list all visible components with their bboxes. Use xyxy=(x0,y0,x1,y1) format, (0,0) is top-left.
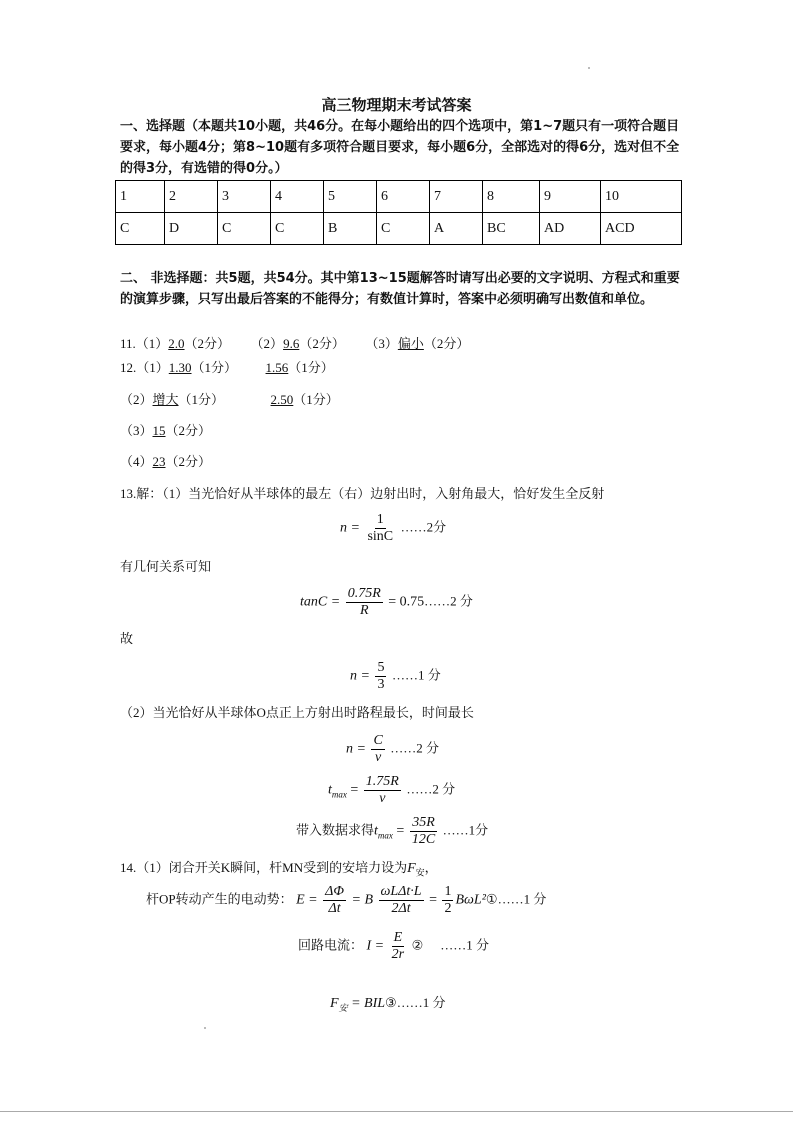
formula-score: ……1分 xyxy=(442,822,489,838)
table-cell: 1 xyxy=(116,181,165,213)
q11-line xyxy=(120,333,469,352)
denominator: v xyxy=(379,791,386,806)
numerator: 35R xyxy=(412,815,435,830)
denominator: v xyxy=(375,750,382,765)
table-cell: 7 xyxy=(430,181,483,213)
formula-score: ……2 分 xyxy=(390,740,440,756)
q11-score-3: （2分） xyxy=(423,336,470,351)
formula-prefix: 带入数据求得 xyxy=(296,822,375,838)
formula-lhs: t xyxy=(374,823,378,839)
table-cell: 3 xyxy=(218,181,271,213)
table-cell: 6 xyxy=(377,181,430,213)
table-cell: 5 xyxy=(324,181,377,213)
denominator: 2Δt xyxy=(391,901,411,916)
formula-score: ……2 分 xyxy=(406,781,456,797)
subscript: max xyxy=(377,830,393,841)
page-bottom-divider xyxy=(0,1111,793,1112)
punct: ， xyxy=(424,860,438,875)
q12-label-3: （3） xyxy=(120,423,153,438)
table-cell: C xyxy=(377,213,430,245)
formula-tail: BωL² xyxy=(455,892,486,908)
table-cell: 10 xyxy=(601,181,682,213)
force-symbol: F xyxy=(407,861,416,876)
q11-label-2: （2） xyxy=(250,336,284,351)
q13-part-2: （2）当光恰好从半球体O点正上方射出时路程最长，时间最长 xyxy=(120,705,474,720)
fraction xyxy=(323,884,346,917)
page-title: 高三物理期末考试答案 xyxy=(321,96,472,114)
subscript: 安 xyxy=(415,867,425,878)
fraction xyxy=(442,884,453,917)
table-cell: BC xyxy=(483,213,540,245)
q11-score-1: （2分） xyxy=(184,336,231,351)
subscript: 安 xyxy=(338,1002,348,1013)
q14-force-formula xyxy=(330,992,445,1014)
denominator: sinC xyxy=(367,529,394,544)
table-cell: 8 xyxy=(483,181,540,213)
q12-score-4: （2分） xyxy=(165,454,212,469)
formula-mid: = B xyxy=(351,892,373,908)
table-cell: A xyxy=(430,213,483,245)
table-cell: C xyxy=(218,213,271,245)
q12-line-3 xyxy=(120,420,211,439)
q12-label: 12.（1） xyxy=(120,360,169,375)
formula-lhs: I = xyxy=(366,938,385,954)
q13-formula-2 xyxy=(300,586,473,619)
q13-formula-5 xyxy=(328,774,455,807)
subscript: max xyxy=(331,789,347,800)
numerator: C xyxy=(373,733,383,748)
formula-rhs: = 0.75 xyxy=(388,594,425,610)
q11-answer-2: 9.6 xyxy=(283,336,300,351)
q14-emf-formula xyxy=(146,884,546,917)
q13-formula-3 xyxy=(350,660,441,693)
table-cell: 4 xyxy=(271,181,324,213)
q12-score-2a: （1分） xyxy=(178,392,225,407)
q13-intro: 13.解：（1）当光恰好从半球体的最左（右）边射出时，入射角最大，恰好发生全反射 xyxy=(120,486,605,501)
numerator: 5 xyxy=(377,660,385,675)
q12-answer-4: 23 xyxy=(152,454,166,469)
fraction xyxy=(365,512,395,545)
equation-mark: ① xyxy=(485,891,498,907)
q12-score-2b: （1分） xyxy=(293,392,339,407)
q12-label-4: （4） xyxy=(120,454,153,469)
fraction xyxy=(375,660,386,693)
equals: = xyxy=(396,823,405,839)
table-cell: C xyxy=(271,213,324,245)
q13-formula-4 xyxy=(346,733,439,766)
q11-score-2: （2分） xyxy=(299,336,345,351)
q12-answer-1b: 1.56 xyxy=(265,360,289,375)
q13-formula-1 xyxy=(340,512,446,545)
numerator: E xyxy=(393,930,403,945)
q11-answer-1: 2.0 xyxy=(168,336,185,351)
q14-intro-text: 14.（1）闭合开关K瞬间，杆MN受到的安培力设为 xyxy=(120,860,408,875)
q12-score-1a: （1分） xyxy=(191,360,238,375)
page-speck xyxy=(204,1027,206,1029)
denominator: Δt xyxy=(328,901,341,916)
formula-lhs: E = xyxy=(296,892,318,908)
formula-score: ……1 分 xyxy=(497,891,547,907)
formula-score: ……1 分 xyxy=(391,667,441,683)
equals: = xyxy=(350,782,359,798)
page-speck xyxy=(588,67,590,69)
q12-answer-2a: 增大 xyxy=(152,392,179,407)
section-2-instructions: 二、 非选择题：共5题，共54分。其中第13~15题解答时请写出必要的文字说明、方程式和重要的演算步骤，只写出最后答案的不能得分；有数值计算时，答案中必须明确写出数值和单位。 xyxy=(120,271,680,307)
answer-table-numbers-row xyxy=(116,181,682,213)
formula-lhs: n = xyxy=(346,741,366,757)
denominator: R xyxy=(359,603,369,618)
numerator: 1 xyxy=(376,512,384,527)
formula-lhs: t xyxy=(328,782,332,798)
denominator: 2r xyxy=(391,947,405,962)
formula-score: ……1 分 xyxy=(440,937,489,953)
q12-answer-1a: 1.30 xyxy=(168,360,192,375)
q12-line-2 xyxy=(120,389,339,408)
formula-lhs: n = xyxy=(350,668,370,684)
q12-answer-3: 15 xyxy=(152,423,166,438)
q13-formula-6 xyxy=(296,815,488,848)
equation-mark: ③ xyxy=(385,995,397,1010)
q11-label-3: （3） xyxy=(365,336,398,351)
table-cell: 2 xyxy=(165,181,218,213)
fraction xyxy=(364,774,401,807)
denominator: 3 xyxy=(377,677,385,692)
table-cell: 9 xyxy=(540,181,601,213)
table-cell: ACD xyxy=(601,213,682,245)
q12-score-1b: （1分） xyxy=(288,360,334,375)
q11-label: 11.（1） xyxy=(120,336,169,351)
q12-line-4 xyxy=(120,451,211,470)
formula-rhs: = BIL xyxy=(351,996,386,1011)
q12-score-3: （2分） xyxy=(165,423,212,438)
q14-intro xyxy=(120,857,438,879)
q14-current-formula xyxy=(298,930,489,963)
numerator: ωLΔt·L xyxy=(380,884,422,899)
formula-lhs: n = xyxy=(340,520,360,536)
answer-table-answers-row xyxy=(116,213,682,245)
q12-label-2: （2） xyxy=(120,392,153,407)
fraction xyxy=(390,930,406,963)
fraction xyxy=(379,884,424,917)
q12-answer-2b: 2.50 xyxy=(270,392,294,407)
table-cell: B xyxy=(324,213,377,245)
numerator: ΔΦ xyxy=(325,884,344,899)
fraction xyxy=(410,815,437,848)
q11-answer-3: 偏小 xyxy=(397,336,424,351)
q12-line-1 xyxy=(120,357,334,376)
formula-score: ……2分 xyxy=(400,519,447,535)
section-1-instructions: 一、选择题（本题共10小题，共46分。在每小题给出的四个选项中，第1~7题只有一项符合题目要求，每小题4分；第8~10题有多项符合题目要求，每小题6分，全部选对的得6分，选对但不全的得3分，有选错的得0分。） xyxy=(120,119,680,176)
fraction xyxy=(346,586,383,619)
answer-table xyxy=(115,180,682,245)
table-cell: C xyxy=(116,213,165,245)
q13-so-text: 故 xyxy=(120,631,134,646)
table-cell: AD xyxy=(540,213,601,245)
numerator: 0.75R xyxy=(347,586,381,601)
formula-prefix: 杆OP转动产生的电动势： xyxy=(146,891,293,907)
formula-lhs: F xyxy=(330,996,339,1011)
equation-mark: ② xyxy=(411,937,424,953)
fraction xyxy=(371,733,384,766)
equals: = xyxy=(429,892,437,908)
denominator: 12C xyxy=(411,832,436,847)
table-cell: D xyxy=(165,213,218,245)
denominator: 2 xyxy=(444,901,452,916)
formula-score: ……2 分 xyxy=(424,593,473,609)
q13-geometry-text: 有几何关系可知 xyxy=(120,559,212,574)
formula-score: ……1 分 xyxy=(396,995,446,1010)
numerator: 1 xyxy=(444,884,452,899)
numerator: 1.75R xyxy=(365,774,399,789)
formula-lhs: tanC = xyxy=(300,594,341,610)
formula-prefix: 回路电流： xyxy=(298,937,364,953)
